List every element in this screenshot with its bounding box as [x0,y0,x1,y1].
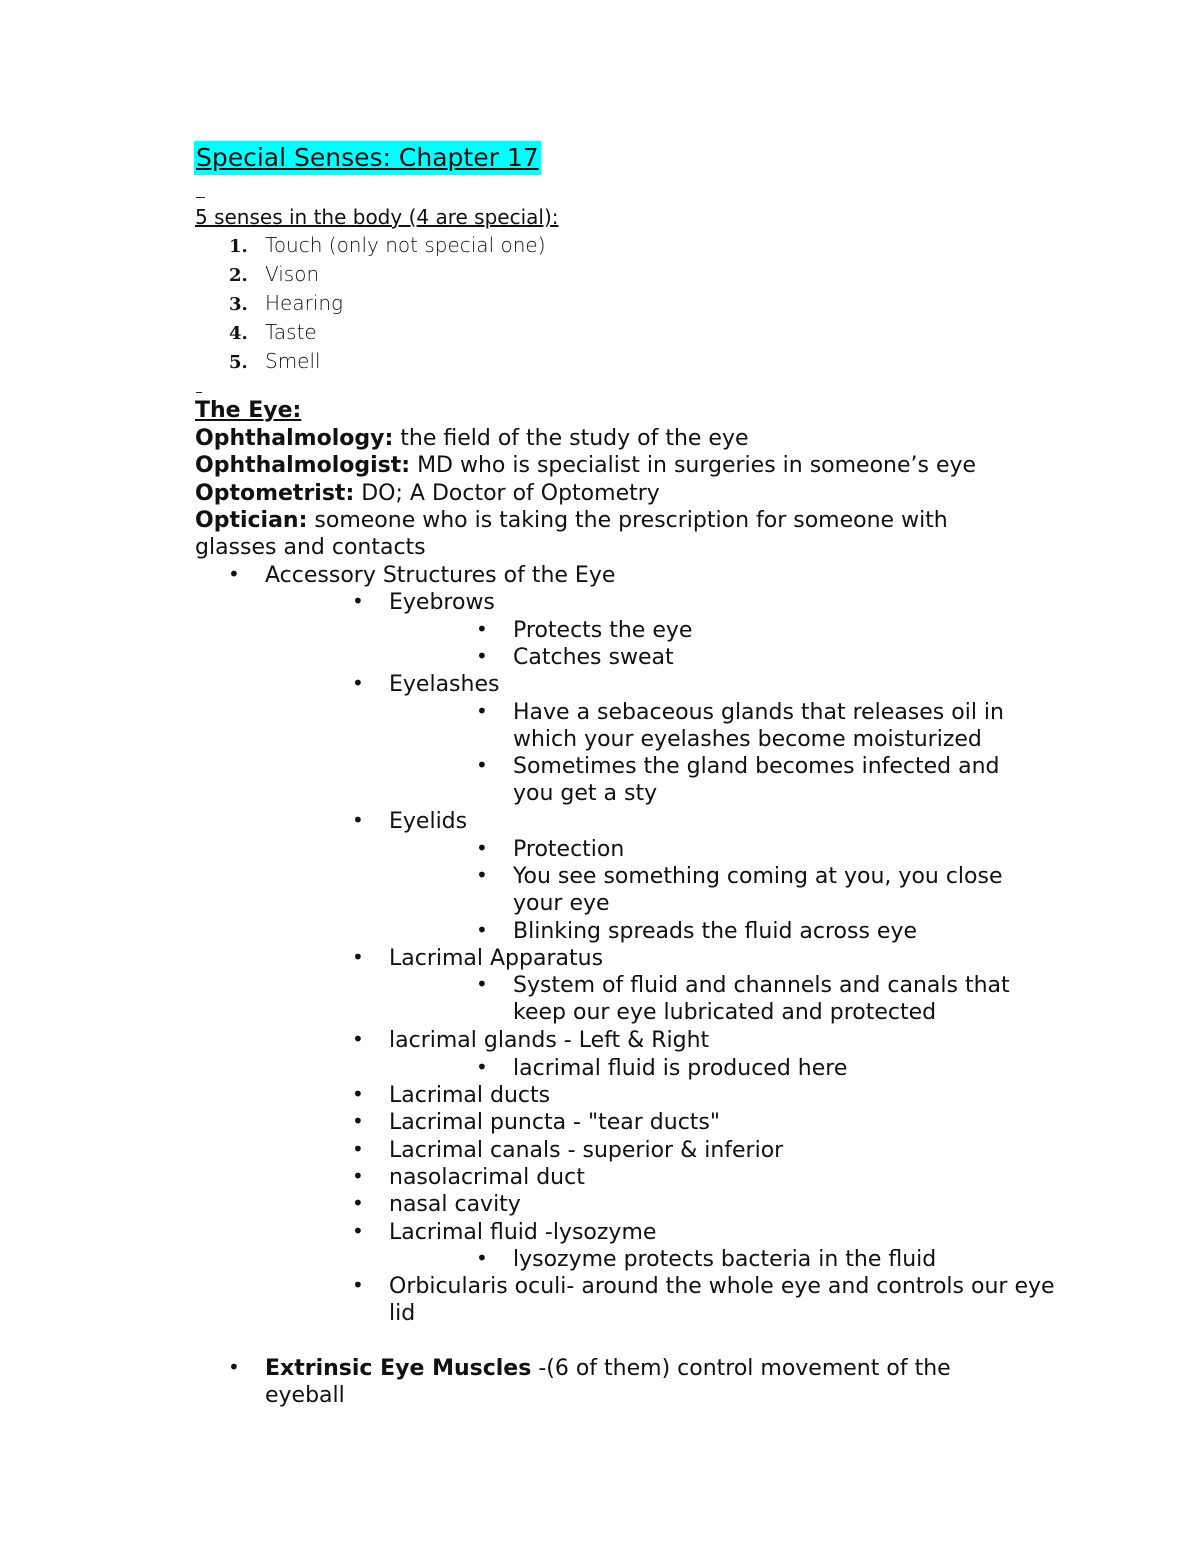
bullet-icon: • [352,945,364,969]
bullet-icon: • [352,1082,364,1106]
outline-item-lacrimal-apparatus: Lacrimal Apparatus [389,946,604,971]
bullet-icon: • [352,808,364,832]
bullet-icon: • [228,1355,240,1379]
definition-term: Ophthalmology: [195,426,394,451]
bullet-icon: • [476,699,488,723]
bullet-icon: • [476,1055,488,1079]
extrinsic-text: -(6 of them) control movement of the eyeball [265,1356,951,1409]
outline-item-lacrimal-puncta: Lacrimal puncta - "tear ducts" [389,1110,720,1135]
definition-optician [195,507,1035,562]
outline-item-extrinsic-muscles [265,1355,1025,1410]
extrinsic-term: Extrinsic Eye Muscles [265,1356,532,1381]
outline-item-lacrimal-canals: Lacrimal canals - superior & inferior [389,1138,784,1163]
definition-term: Optician: [195,508,308,533]
outline-item-eyelids: Eyelids [389,809,468,834]
definition-ophthalmologist [195,452,1055,479]
definition-text: DO; A Doctor of Optometry [354,481,660,506]
bullet-icon: • [476,972,488,996]
list-item-text: Hearing [265,291,344,315]
bullet-icon: • [352,1164,364,1188]
outline-subitem: Have a sebaceous glands that releases oil in which your eyelashes become moisturized [513,700,1004,753]
bullet-icon: • [352,1219,364,1243]
bullet-icon: • [476,918,488,942]
bullet-icon: • [352,1273,364,1297]
outline-subitem: System of fluid and channels and canals that keep our eye lubricated and protected [513,973,1010,1026]
outline-item-orbicularis: Orbicularis oculi- around the whole eye and controls our eye lid [389,1274,1055,1327]
outline-subitem: lacrimal fluid is produced here [513,1056,848,1081]
outline-item-nasolacrimal-duct: nasolacrimal duct [389,1165,585,1190]
bullet-icon: • [228,562,240,586]
bullet-icon: • [352,1137,364,1161]
outline-item-lacrimal-glands: lacrimal glands - Left & Right [389,1028,710,1053]
outline-item-lacrimal-ducts: Lacrimal ducts [389,1083,551,1108]
list-item-text: Vison [265,262,320,286]
bullet-icon: • [352,671,364,695]
list-item-text: Touch (only not special one) [265,233,546,257]
outline-subitem: You see something coming at you, you close your eye [513,864,1003,917]
list-number: 2. [229,265,248,286]
list-number: 5. [229,352,248,373]
list-item-text: Taste [265,320,317,344]
outline-item-lacrimal-fluid: Lacrimal fluid -lysozyme [389,1220,657,1245]
section-heading-eye: The Eye: [195,398,302,423]
outline-item-nasal-cavity: nasal cavity [389,1192,521,1217]
definition-text: the field of the study of the eye [393,426,749,451]
bullet-icon: • [352,589,364,613]
outline-item-eyelashes: Eyelashes [389,672,500,697]
bullet-icon: • [476,863,488,887]
bullet-icon: • [352,1027,364,1051]
definition-text: someone who is taking the prescription for someone with glasses and contacts [195,508,948,561]
definition-term: Optometrist: [195,481,355,506]
outline-subitem: Protection [513,837,625,862]
bullet-icon: • [352,1191,364,1215]
bullet-icon: • [352,1109,364,1133]
definition-text: MD who is specialist in surgeries in someone’s eye [410,453,977,478]
bullet-icon: • [476,644,488,668]
outline-subitem: Catches sweat [513,645,674,670]
definition-term: Ophthalmologist: [195,453,411,478]
list-item-text: Smell [265,349,321,373]
senses-intro: 5 senses in the body (4 are special): [195,205,559,229]
bullet-icon: • [476,617,488,641]
outline-item-eyebrows: Eyebrows [389,590,495,615]
definition-ophthalmology [195,425,1055,452]
list-number: 1. [229,236,248,257]
outline-subitem: Protects the eye [513,618,693,643]
bullet-icon: • [476,836,488,860]
outline-subitem: Sometimes the gland becomes infected and you get a sty [513,754,1000,807]
bullet-icon: • [476,753,488,777]
bullet-icon: • [476,1246,488,1270]
definition-optometrist [195,480,1055,507]
list-number: 4. [229,323,248,344]
outline-subitem: Blinking spreads the fluid across eye [513,919,918,944]
outline-subitem: lysozyme protects bacteria in the fluid [513,1247,937,1272]
empty-line-marker [196,197,205,198]
page-title: Special Senses: Chapter 17 [194,141,541,175]
empty-line-marker [196,392,202,393]
list-number: 3. [229,294,248,315]
outline-item-accessory: Accessory Structures of the Eye [265,563,616,588]
